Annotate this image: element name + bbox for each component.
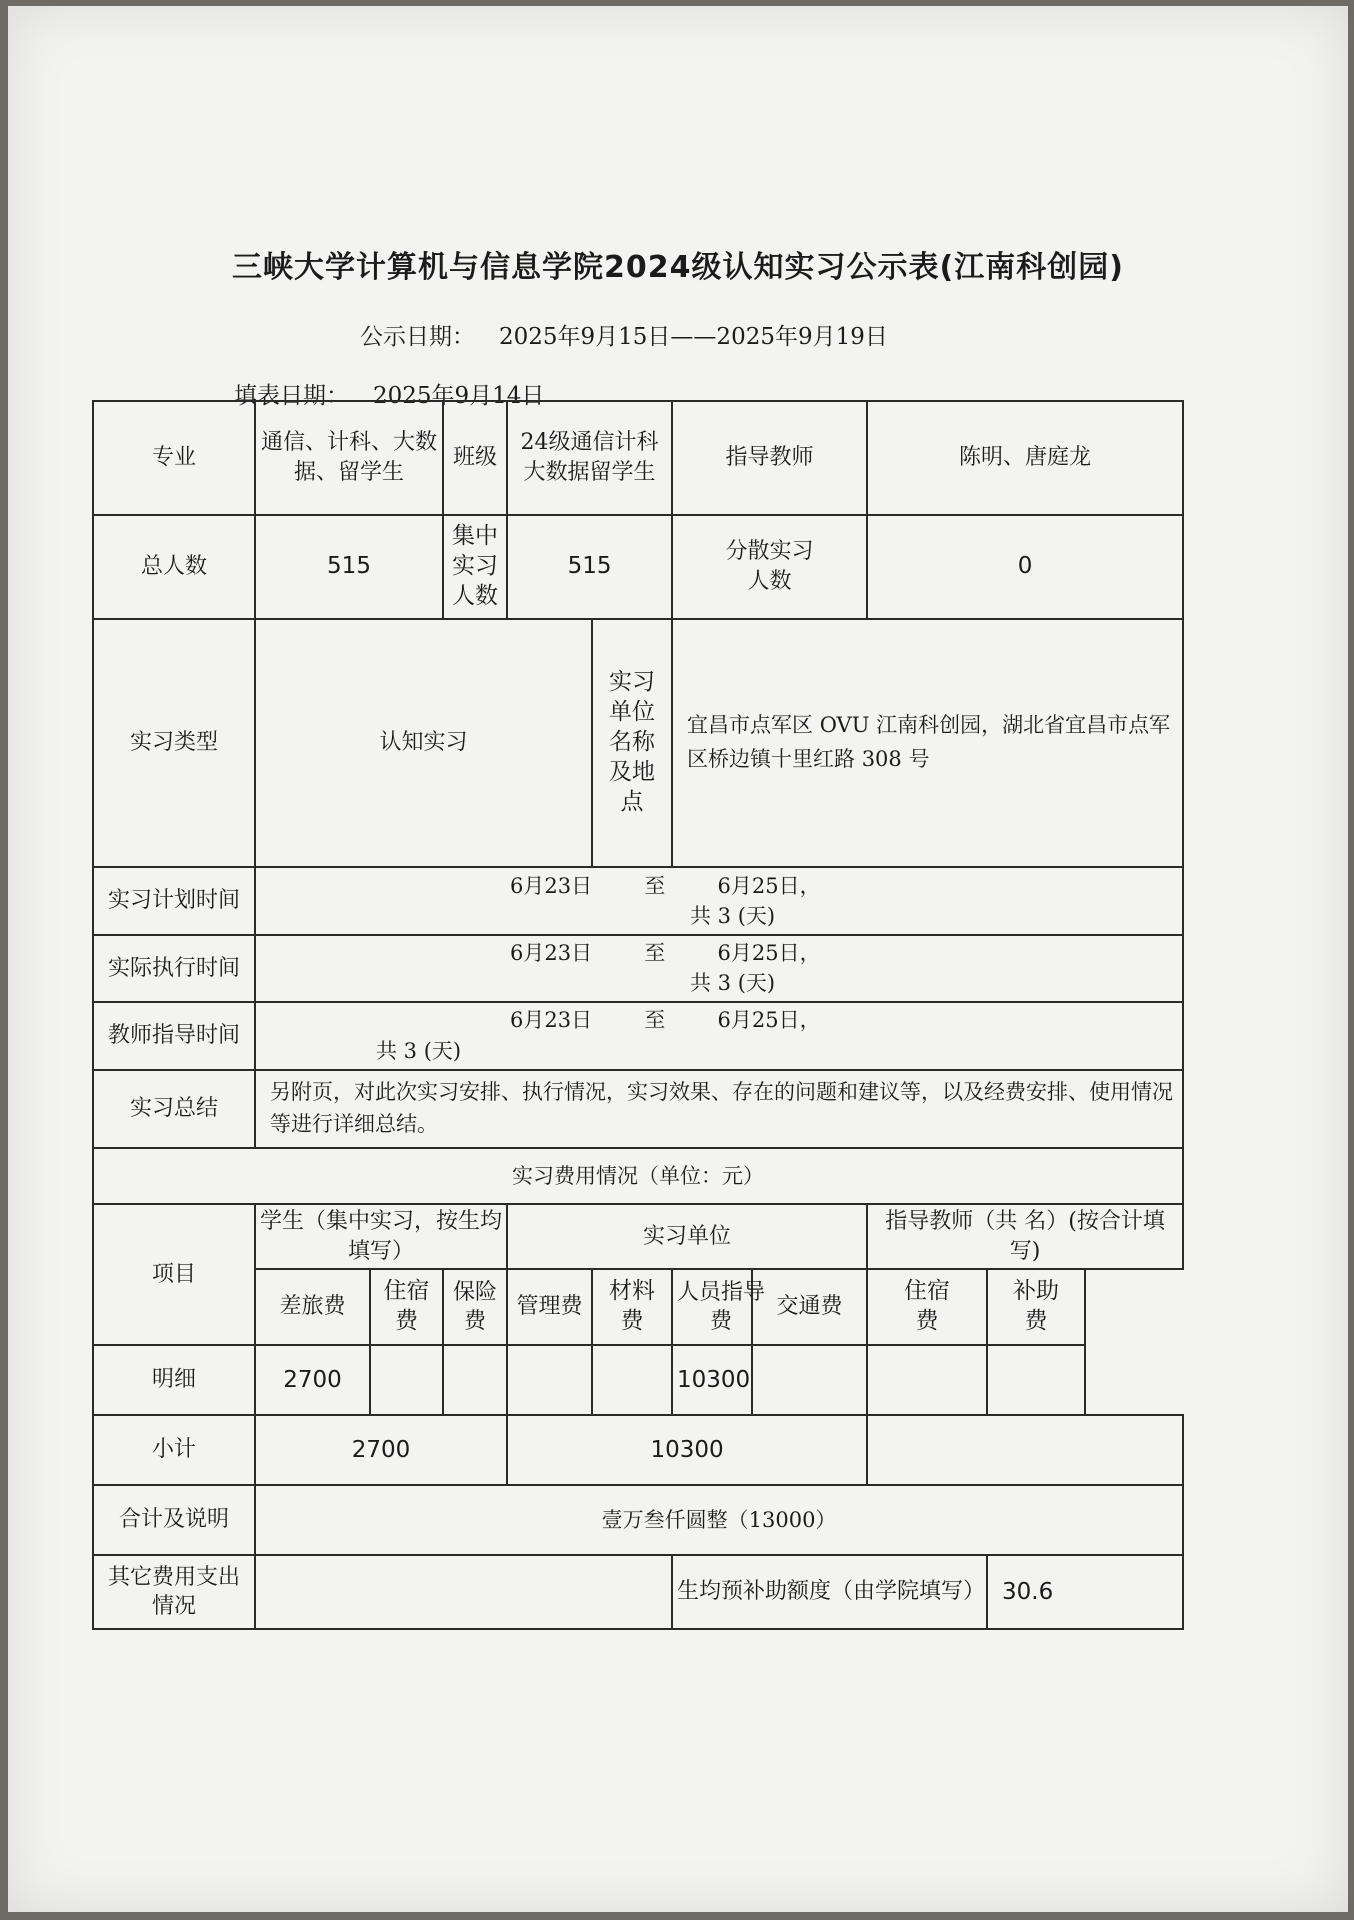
guide-start: 6月23日: [510, 1008, 593, 1033]
plan-time-label: 实习计划时间: [93, 867, 255, 935]
col-lodging: 住宿费: [370, 1269, 443, 1345]
table-row: [93, 1555, 1183, 1629]
table-row: [93, 619, 1183, 867]
other-expense-label: 其它费用支出情况: [93, 1555, 255, 1629]
detail-allowance: [987, 1345, 1085, 1415]
guide-end: 6月25日，: [717, 1008, 821, 1033]
unit-value: 宜昌市点军区 OVU 江南科创园，湖北省宜昌市点军区桥边镇十里红路 308 号: [672, 619, 1183, 867]
col-travel: 差旅费: [255, 1269, 370, 1345]
table-row: [93, 1415, 1183, 1485]
major-value: 通信、计科、大数据、留学生: [255, 401, 443, 515]
teacher-value: 陈明、唐庭龙: [867, 401, 1183, 515]
type-label: 实习类型: [93, 619, 255, 867]
teacher-group-header: 指导教师（共 名）(按合计填写): [867, 1204, 1183, 1269]
subtotal-teacher: [867, 1415, 1183, 1485]
summary-text: 另附页，对此次实习安排、执行情况，实习效果、存在的问题和建议等，以及经费安排、使用情况等进行详细总结。: [255, 1070, 1183, 1148]
cost-header: 实习费用情况（单位：元）: [93, 1148, 1183, 1204]
student-group-header: 学生（集中实习，按生均填写）: [255, 1204, 507, 1269]
table-row: [93, 1345, 1183, 1415]
total-value: 515: [255, 515, 443, 619]
publish-date: [360, 318, 888, 351]
detail-travel: 2700: [255, 1345, 370, 1415]
table-row: [93, 1269, 1183, 1345]
concentrated-label: 集中实习人数: [443, 515, 507, 619]
guide-time-label: 教师指导时间: [93, 1002, 255, 1070]
table-row: [93, 935, 1183, 1002]
plan-time-value: [255, 867, 1183, 935]
table-row: [93, 1485, 1183, 1555]
table-row: [93, 1002, 1183, 1070]
unit-group-header: 实习单位: [507, 1204, 867, 1269]
col-staff-guidance: 人员指导费: [672, 1269, 752, 1345]
actual-time-value: [255, 935, 1183, 1002]
guide-time-value: [255, 1002, 1183, 1070]
class-label: 班级: [443, 401, 507, 515]
concentrated-value: 515: [507, 515, 672, 619]
subtotal-unit: 10300: [507, 1415, 867, 1485]
table-row: [93, 1148, 1183, 1204]
teacher-label: 指导教师: [672, 401, 867, 515]
document-title: 三峡大学计算机与信息学院2024级认知实习公示表(江南科创园): [232, 250, 1124, 285]
col-insurance: 保险费: [443, 1269, 507, 1345]
table-row: [93, 1070, 1183, 1148]
publicity-table: [92, 400, 1184, 1630]
publish-date-value: 2025年9月15日——2025年9月19日: [499, 324, 888, 350]
fill-date-value: 2025年9月14日: [373, 383, 545, 409]
major-label: 专业: [93, 401, 255, 515]
subsidy-label: 生均预补助额度（由学院填写）: [672, 1555, 987, 1629]
other-expense-value: [255, 1555, 672, 1629]
actual-to: 至: [644, 941, 666, 965]
guide-total: 共 3 (天): [376, 1038, 462, 1063]
col-management: 管理费: [507, 1269, 592, 1345]
total-explain-value: 壹万叁仟圆整（13000）: [255, 1485, 1183, 1555]
unit-label: 实习单位名称及地点: [592, 619, 672, 867]
detail-label: 明细: [93, 1345, 255, 1415]
actual-end: 6月25日，: [717, 941, 821, 965]
detail-staff-guidance: 10300: [672, 1345, 752, 1415]
scattered-value: 0: [867, 515, 1183, 619]
detail-insurance: [443, 1345, 507, 1415]
actual-time-label: 实际执行时间: [93, 935, 255, 1002]
detail-transport: [752, 1345, 867, 1415]
guide-to: 至: [644, 1008, 666, 1033]
detail-material: [592, 1345, 672, 1415]
plan-total: 共 3 (天): [690, 904, 776, 928]
fill-date-label: 填表日期：: [234, 383, 349, 409]
table-row: [93, 1204, 1183, 1269]
plan-to: 至: [644, 873, 666, 898]
summary-label: 实习总结: [93, 1070, 255, 1148]
actual-start: 6月23日: [510, 941, 593, 965]
col-transport: 交通费: [752, 1269, 867, 1345]
total-label: 总人数: [93, 515, 255, 619]
class-value: 24级通信计科大数据留学生: [507, 401, 672, 515]
total-explain-label: 合计及说明: [93, 1485, 255, 1555]
actual-total: 共 3 (天): [690, 971, 776, 996]
detail-teacher-lodging: [867, 1345, 987, 1415]
subtotal-label: 小计: [93, 1415, 255, 1485]
scattered-label: 分散实习人数: [672, 515, 867, 619]
plan-end: 6月25日，: [717, 873, 821, 898]
table-row: [93, 867, 1183, 935]
item-label: 项目: [93, 1204, 255, 1345]
type-value: 认知实习: [255, 619, 592, 867]
col-teacher-lodging: 住宿费: [867, 1269, 987, 1345]
subtotal-student: 2700: [255, 1415, 507, 1485]
table-row: [93, 515, 1183, 619]
publish-date-label: 公示日期：: [360, 324, 475, 350]
col-allowance: 补助费: [987, 1269, 1085, 1345]
detail-management: [507, 1345, 592, 1415]
plan-start: 6月23日: [510, 873, 593, 898]
detail-lodging: [370, 1345, 443, 1415]
col-material: 材料费: [592, 1269, 672, 1345]
subsidy-value: 30.6: [987, 1555, 1183, 1629]
table-row: [93, 401, 1183, 515]
